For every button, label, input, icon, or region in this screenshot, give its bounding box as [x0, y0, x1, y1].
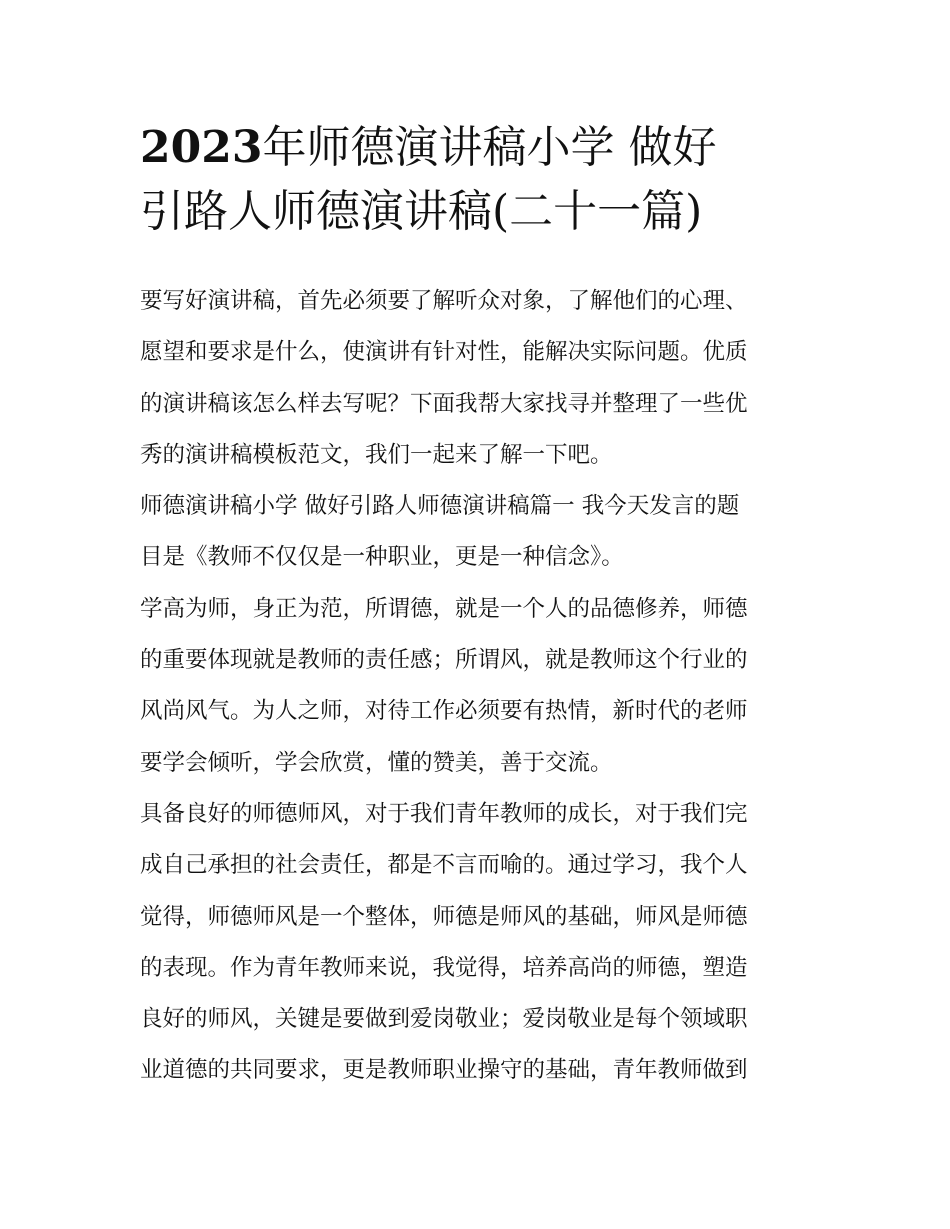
text-line: 师德演讲稿小学 做好引路人师德演讲稿篇一 我今天发言的题: [140, 493, 740, 520]
text-line: 风尚风气。为人之师，对待工作必须要有热情，新时代的老师: [140, 698, 748, 725]
text-line: 要学会倾听，学会欣赏，懂的赞美，善于交流。: [140, 749, 613, 776]
text-line: 愿望和要求是什么，使演讲有针对性，能解决实际问题。优质: [140, 339, 748, 366]
document-body: [140, 276, 820, 1097]
text-line: 成自己承担的社会责任，都是不言而喻的。通过学习，我个人: [140, 852, 748, 879]
text-line: 业道德的共同要求，更是教师职业操守的基础，青年教师做到: [140, 1057, 748, 1084]
title-line-2: 引路人师德演讲稿(二十一篇): [140, 186, 703, 237]
text-line: 良好的师风，关键是要做到爱岗敬业；爱岗敬业是每个领域职: [140, 1006, 748, 1033]
text-line: 的演讲稿该怎么样去写呢？下面我帮大家找寻并整理了一些优: [140, 390, 748, 417]
document-title: [140, 116, 820, 244]
title-line-1: [140, 116, 820, 180]
text-line: 的表现。作为青年教师来说，我觉得，培养高尚的师德，塑造: [140, 954, 748, 981]
title-year: 2023: [140, 122, 263, 173]
text-line: 学高为师，身正为范，所谓德，就是一个人的品德修养，师德: [140, 595, 748, 622]
text-line: 觉得，师德师风是一个整体，师德是师风的基础，师风是师德: [140, 903, 748, 930]
text-line: 要写好演讲稿，首先必须要了解听众对象，了解他们的心理、: [140, 288, 748, 314]
title-line-1-text: 年师德演讲稿小学 做好: [262, 122, 717, 173]
text-line: 的重要体现就是教师的责任感；所谓风，就是教师这个行业的: [140, 647, 748, 674]
text-line: 具备良好的师德师风，对于我们青年教师的成长，对于我们完: [140, 800, 748, 827]
text-line: 目是《教师不仅仅是一种职业，更是一种信念》。: [140, 544, 624, 571]
text-line: 秀的演讲稿模板范文，我们一起来了解一下吧。: [140, 441, 613, 468]
